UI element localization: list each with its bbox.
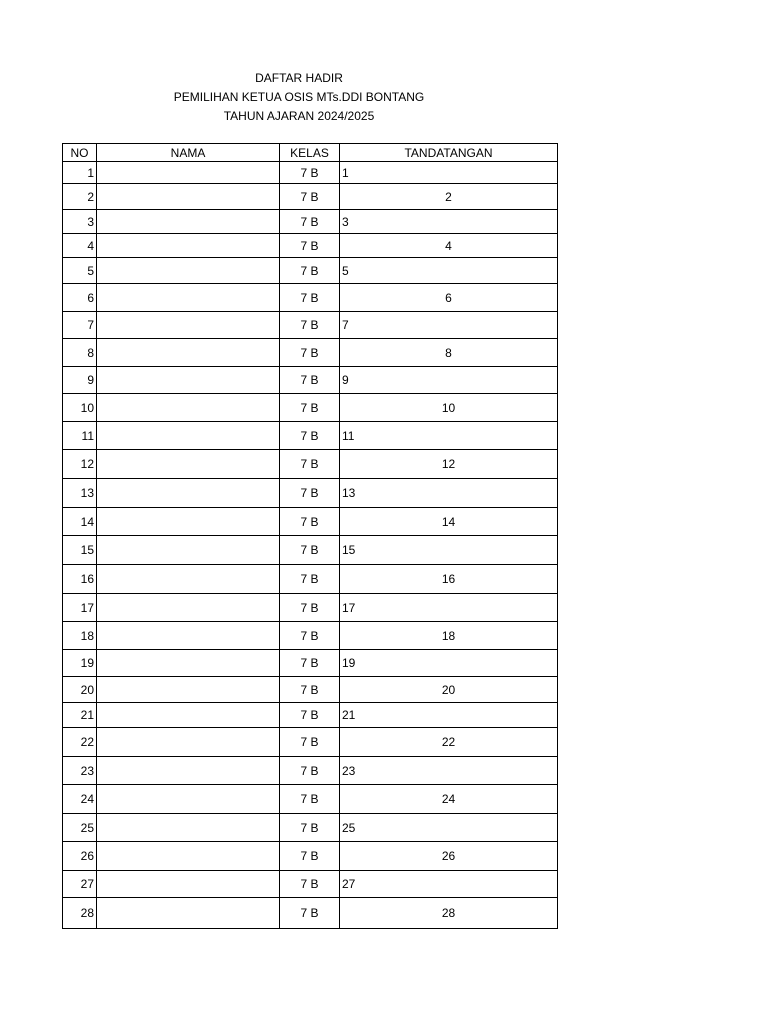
- row-number: 11: [63, 422, 97, 450]
- name-cell[interactable]: [97, 162, 280, 184]
- class-cell: 7 B: [280, 339, 340, 367]
- column-header-kelas: KELAS: [280, 144, 340, 162]
- table-row: [63, 622, 558, 650]
- signature-cell[interactable]: 27: [340, 871, 558, 898]
- academic-year: TAHUN AJARAN 2024/2025: [223, 109, 375, 123]
- column-header-no: NO: [63, 144, 97, 162]
- class-cell: 7 B: [280, 184, 340, 210]
- class-cell: 7 B: [280, 210, 340, 234]
- signature-cell[interactable]: 19: [340, 650, 558, 677]
- class-cell: 7 B: [280, 650, 340, 677]
- name-cell[interactable]: [97, 367, 280, 394]
- class-cell: 7 B: [280, 394, 340, 422]
- table-row: [63, 594, 558, 622]
- name-cell[interactable]: [97, 842, 280, 871]
- row-number: 26: [63, 842, 97, 871]
- signature-cell[interactable]: 2: [340, 184, 558, 210]
- signature-cell[interactable]: 14: [340, 508, 558, 536]
- attendance-table: [62, 143, 558, 929]
- name-cell[interactable]: [97, 677, 280, 703]
- table-row: [63, 728, 558, 757]
- name-cell[interactable]: [97, 339, 280, 367]
- signature-cell[interactable]: 7: [340, 312, 558, 339]
- signature-cell[interactable]: 16: [340, 565, 558, 594]
- class-cell: 7 B: [280, 284, 340, 312]
- signature-cell[interactable]: 3: [340, 210, 558, 234]
- row-number: 24: [63, 785, 97, 814]
- signature-cell[interactable]: 12: [340, 450, 558, 479]
- table-row: [63, 842, 558, 871]
- row-number: 4: [63, 234, 97, 258]
- class-cell: 7 B: [280, 871, 340, 898]
- document-header: [0, 69, 598, 126]
- row-number: 17: [63, 594, 97, 622]
- table-row: [63, 312, 558, 339]
- row-number: 9: [63, 367, 97, 394]
- name-cell[interactable]: [97, 210, 280, 234]
- name-cell[interactable]: [97, 258, 280, 284]
- name-cell[interactable]: [97, 508, 280, 536]
- signature-cell[interactable]: 22: [340, 728, 558, 757]
- row-number: 1: [63, 162, 97, 184]
- name-cell[interactable]: [97, 284, 280, 312]
- class-cell: 7 B: [280, 622, 340, 650]
- signature-cell[interactable]: 5: [340, 258, 558, 284]
- row-number: 19: [63, 650, 97, 677]
- column-header-nama: NAMA: [97, 144, 280, 162]
- row-number: 13: [63, 479, 97, 508]
- table-row: [63, 422, 558, 450]
- row-number: 20: [63, 677, 97, 703]
- class-cell: 7 B: [280, 258, 340, 284]
- row-number: 28: [63, 898, 97, 929]
- table-row: [63, 367, 558, 394]
- name-cell[interactable]: [97, 814, 280, 842]
- name-cell[interactable]: [97, 898, 280, 929]
- signature-cell[interactable]: 21: [340, 703, 558, 728]
- name-cell[interactable]: [97, 184, 280, 210]
- row-number: 21: [63, 703, 97, 728]
- signature-cell[interactable]: 17: [340, 594, 558, 622]
- signature-cell[interactable]: 13: [340, 479, 558, 508]
- class-cell: 7 B: [280, 367, 340, 394]
- row-number: 7: [63, 312, 97, 339]
- class-cell: 7 B: [280, 450, 340, 479]
- class-cell: 7 B: [280, 536, 340, 565]
- class-cell: 7 B: [280, 898, 340, 929]
- name-cell[interactable]: [97, 728, 280, 757]
- signature-cell[interactable]: 20: [340, 677, 558, 703]
- class-cell: 7 B: [280, 162, 340, 184]
- table-row: [63, 450, 558, 479]
- class-cell: 7 B: [280, 785, 340, 814]
- table-row: [63, 508, 558, 536]
- class-cell: 7 B: [280, 814, 340, 842]
- row-number: 6: [63, 284, 97, 312]
- signature-cell[interactable]: 8: [340, 339, 558, 367]
- table-row: [63, 703, 558, 728]
- signature-cell[interactable]: 10: [340, 394, 558, 422]
- table-row: [63, 871, 558, 898]
- name-cell[interactable]: [97, 565, 280, 594]
- name-cell[interactable]: [97, 422, 280, 450]
- row-number: 23: [63, 757, 97, 785]
- signature-cell[interactable]: 18: [340, 622, 558, 650]
- name-cell[interactable]: [97, 785, 280, 814]
- row-number: 22: [63, 728, 97, 757]
- table-row: [63, 184, 558, 210]
- name-cell[interactable]: [97, 312, 280, 339]
- name-cell[interactable]: [97, 536, 280, 565]
- table-row: [63, 234, 558, 258]
- row-number: 3: [63, 210, 97, 234]
- class-cell: 7 B: [280, 312, 340, 339]
- name-cell[interactable]: [97, 479, 280, 508]
- document-subtitle: PEMILIHAN KETUA OSIS MTs.DDI BONTANG: [173, 90, 425, 104]
- name-cell[interactable]: [97, 450, 280, 479]
- table-row: [63, 536, 558, 565]
- table-row: [63, 565, 558, 594]
- class-cell: 7 B: [280, 728, 340, 757]
- signature-cell[interactable]: 23: [340, 757, 558, 785]
- signature-cell[interactable]: 1: [340, 162, 558, 184]
- table-row: [63, 757, 558, 785]
- name-cell[interactable]: [97, 622, 280, 650]
- row-number: 12: [63, 450, 97, 479]
- table-row: [63, 258, 558, 284]
- table-row: [63, 394, 558, 422]
- table-row: [63, 814, 558, 842]
- name-cell[interactable]: [97, 757, 280, 785]
- class-cell: 7 B: [280, 479, 340, 508]
- signature-cell[interactable]: 11: [340, 422, 558, 450]
- attendance-rows: [63, 162, 558, 929]
- class-cell: 7 B: [280, 565, 340, 594]
- signature-cell[interactable]: 24: [340, 785, 558, 814]
- table-row: [63, 898, 558, 929]
- class-cell: 7 B: [280, 508, 340, 536]
- row-number: 8: [63, 339, 97, 367]
- row-number: 5: [63, 258, 97, 284]
- table-row: [63, 162, 558, 184]
- name-cell[interactable]: [97, 650, 280, 677]
- table-row: [63, 284, 558, 312]
- row-number: 10: [63, 394, 97, 422]
- row-number: 14: [63, 508, 97, 536]
- row-number: 16: [63, 565, 97, 594]
- class-cell: 7 B: [280, 422, 340, 450]
- class-cell: 7 B: [280, 594, 340, 622]
- row-number: 18: [63, 622, 97, 650]
- name-cell[interactable]: [97, 703, 280, 728]
- table-row: [63, 650, 558, 677]
- class-cell: 7 B: [280, 677, 340, 703]
- class-cell: 7 B: [280, 234, 340, 258]
- name-cell[interactable]: [97, 594, 280, 622]
- table-header-row: [63, 144, 558, 162]
- table-row: [63, 210, 558, 234]
- table-row: [63, 339, 558, 367]
- signature-cell[interactable]: 26: [340, 842, 558, 871]
- name-cell[interactable]: [97, 394, 280, 422]
- row-number: 2: [63, 184, 97, 210]
- document-title: DAFTAR HADIR: [255, 71, 343, 85]
- signature-cell[interactable]: 6: [340, 284, 558, 312]
- column-header-tandatangan: TANDATANGAN: [340, 144, 558, 162]
- signature-cell[interactable]: 4: [340, 234, 558, 258]
- signature-cell[interactable]: 28: [340, 898, 558, 929]
- row-number: 27: [63, 871, 97, 898]
- row-number: 15: [63, 536, 97, 565]
- table-row: [63, 479, 558, 508]
- table-row: [63, 785, 558, 814]
- class-cell: 7 B: [280, 757, 340, 785]
- row-number: 25: [63, 814, 97, 842]
- signature-cell[interactable]: 9: [340, 367, 558, 394]
- class-cell: 7 B: [280, 842, 340, 871]
- signature-cell[interactable]: 25: [340, 814, 558, 842]
- table-row: [63, 677, 558, 703]
- name-cell[interactable]: [97, 234, 280, 258]
- name-cell[interactable]: [97, 871, 280, 898]
- signature-cell[interactable]: 15: [340, 536, 558, 565]
- class-cell: 7 B: [280, 703, 340, 728]
